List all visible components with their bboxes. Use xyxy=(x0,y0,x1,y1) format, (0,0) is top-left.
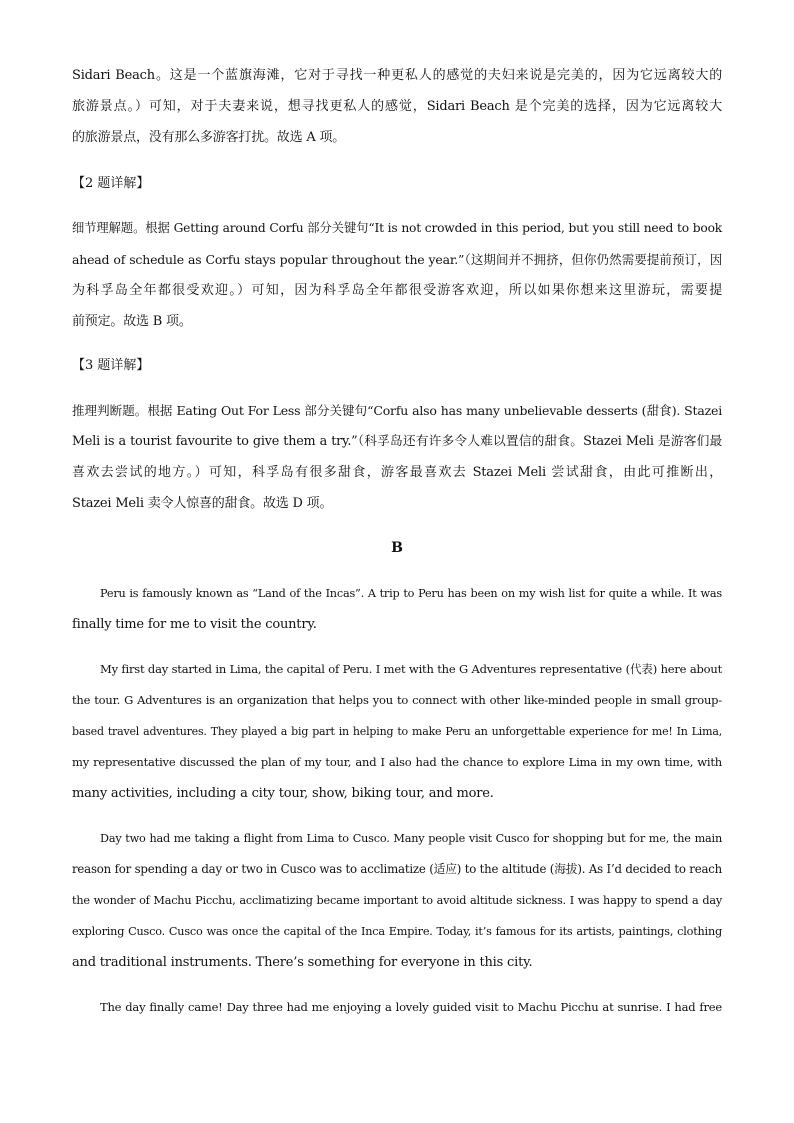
text-line: Sidari Beach。这是一个蓝旗海滩，它对于寻找一种更私人的感觉的夫妇来说是完美的，因为它远离较大的 xyxy=(72,68,722,83)
text-line: finally time for me to visit the country. xyxy=(72,617,317,632)
text-line: the wonder of Machu Picchu, acclimatizing became important to avoid altitude sickness. I was happy to spend a day xyxy=(72,894,722,907)
text-line: Meli is a tourist favourite to give them a try.”（科孚岛还有许多令人难以置信的甜食。Stazei Meli 是游客们最 xyxy=(72,434,722,449)
passage-paragraph-3 xyxy=(72,823,722,978)
q2-heading: 【2 题详解】 xyxy=(72,176,150,191)
q3-heading: 【3 题详解】 xyxy=(72,358,150,373)
text-line: 旅游景点。）可知，对于夫妻来说，想寻找更私人的感觉，Sidari Beach 是个完美的选择，因为它远离较大 xyxy=(72,99,722,114)
text-line: the tour. G Adventures is an organization that helps you to connect with other like-minded people in small group- xyxy=(72,693,722,707)
q1-explanation xyxy=(72,60,722,153)
text-line: 的旅游景点，没有那么多游客打扰。故选 A 项。 xyxy=(72,130,346,145)
text-line: 细节理解题。根据 Getting around Corfu 部分关键句“It is not crowded in this period, but you still need to book xyxy=(72,221,722,235)
section-title: B xyxy=(391,540,403,556)
text-line: reason for spending a day or two in Cusco was to acclimatize (适应) to the altitude (海拔). As I’d decided to reach xyxy=(72,862,722,876)
text-line: exploring Cusco. Cusco was once the capital of the Inca Empire. Today, it’s famous for its artists, paintings, clothing xyxy=(72,925,722,938)
text-line: 推理判断题。根据 Eating Out For Less 部分关键句“Corfu also has many unbelievable desserts (甜食). Stazei xyxy=(72,403,722,418)
q3-explanation xyxy=(72,395,722,519)
q2-explanation xyxy=(72,213,722,337)
text-line: many activities, including a city tour, show, biking tour, and more. xyxy=(72,786,494,801)
text-line: The day finally came! Day three had me enjoying a lovely guided visit to Machu Picchu at sunrise. I had free xyxy=(100,1000,722,1014)
text-line: 前预定。故选 B 项。 xyxy=(72,314,192,329)
text-line: My first day started in Lima, the capital of Peru. I met with the G Adventures representative (代表) here about xyxy=(100,662,722,676)
passage-paragraph-4 xyxy=(72,992,722,1023)
text-line: Peru is famously known as “Land of the Incas”. A trip to Peru has been on my wish list for quite a while. It was xyxy=(100,587,722,600)
text-line: 喜欢去尝试的地方。）可知，科孚岛有很多甜食，游客最喜欢去 Stazei Meli 尝试甜食，由此可推断出， xyxy=(72,465,722,480)
text-line: 为科孚岛全年都很受欢迎。）可知，因为科孚岛全年都很受游客欢迎，所以如果你想来这里游玩，需要提 xyxy=(72,283,722,298)
text-line: ahead of schedule as Corfu stays popular throughout the year.”（这期间并不拥挤，但你仍然需要提前预订，因 xyxy=(72,252,722,267)
passage-paragraph-1 xyxy=(72,578,722,640)
text-line: Stazei Meli 卖令人惊喜的甜食。故选 D 项。 xyxy=(72,496,333,511)
text-line: my representative discussed the plan of my tour, and I also had the chance to explore Lima in my own time, with xyxy=(72,755,722,769)
text-line: based travel adventures. They played a big part in helping to make Peru an unforgettable experience for me! In Lima, xyxy=(72,725,722,738)
passage-paragraph-2 xyxy=(72,654,722,809)
text-line: Day two had me taking a flight from Lima to Cusco. Many people visit Cusco for shopping but for me, the main xyxy=(100,832,722,845)
text-line: and traditional instruments. There’s something for everyone in this city. xyxy=(72,955,533,970)
